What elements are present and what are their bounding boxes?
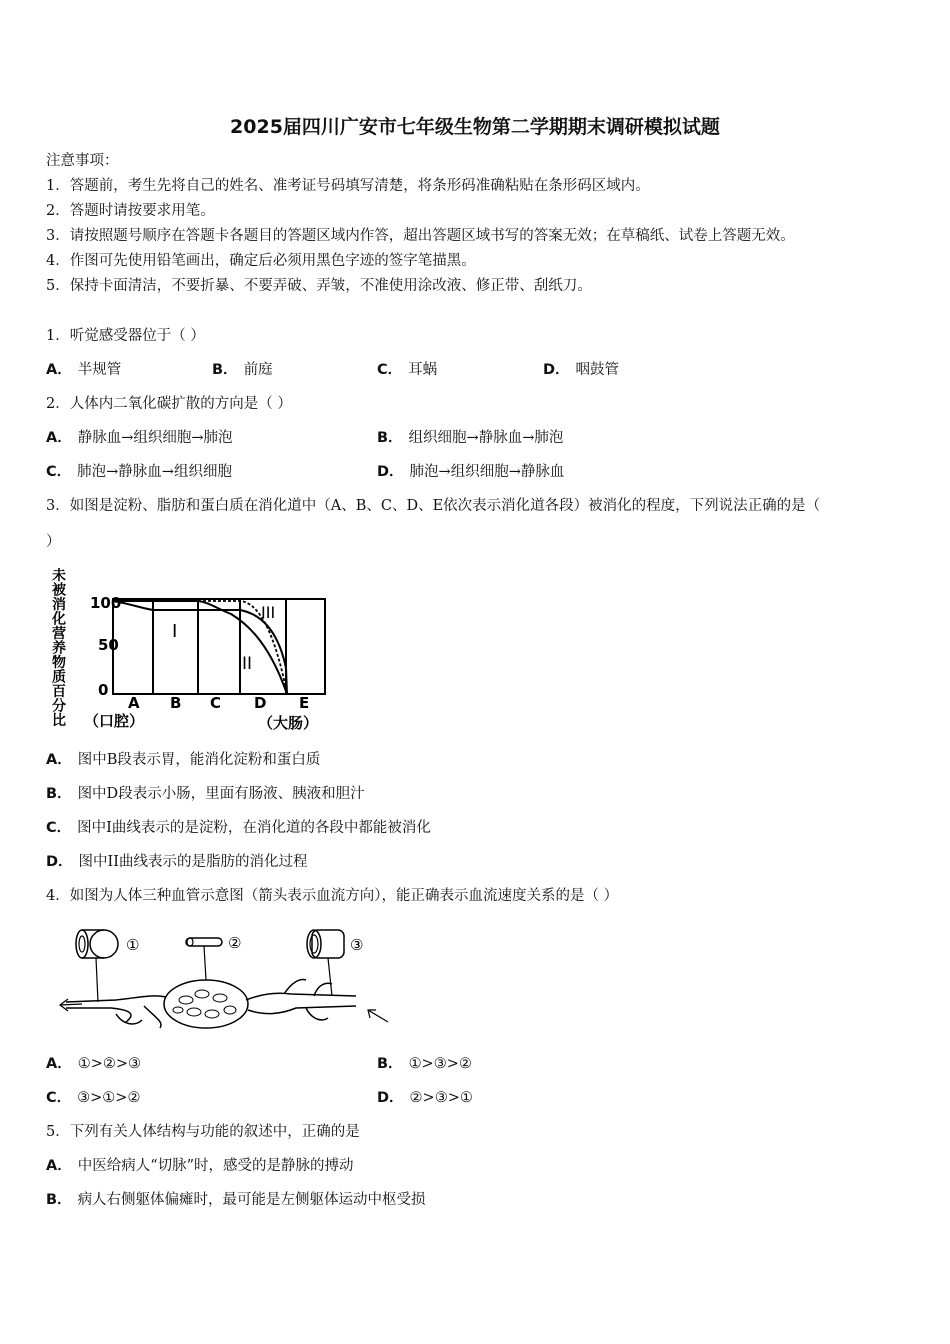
- chart-ylabel: [51, 568, 67, 729]
- notice-item: 5．保持卡面清洁，不要折暴、不要弄破、弄皱，不准使用涂改液、修正带、刮纸刀。: [46, 278, 592, 294]
- y-tick: 0: [98, 681, 109, 699]
- page-title: 2025届四川广安市七年级生物第二学期期末调研模拟试题: [230, 116, 720, 138]
- ylabel-char: 被: [52, 582, 66, 599]
- question-3-stem: 3．如图是淀粉、脂肪和蛋白质在消化道中（A、B、C、D、E依次表示消化道各段）被消化的程度，下列说法正确的是（: [46, 498, 821, 514]
- question-5-stem: 5．下列有关人体结构与功能的叙述中，正确的是: [46, 1124, 360, 1140]
- q2-option-b: B． 组织细胞→静脉血→肺泡: [377, 430, 564, 446]
- sub-label-mouth: （口腔）: [84, 712, 145, 730]
- artery-branch: [66, 996, 166, 1028]
- vessel-label-2: ②: [228, 934, 242, 952]
- segment-label: B: [170, 694, 182, 712]
- question-1-stem: 1．听觉感受器位于（ ）: [46, 328, 205, 344]
- segment-label: C: [210, 694, 222, 712]
- q2-option-a: A． 静脉血→组织细胞→肺泡: [46, 430, 233, 446]
- chart-frame: [113, 599, 325, 694]
- q3-option-b: B． 图中D段表示小肠，里面有肠液、胰液和胆汁: [46, 786, 365, 802]
- y-tick: 100: [90, 594, 122, 612]
- pointer-line: [96, 958, 98, 1002]
- notice-item: 2．答题时请按要求用笔。: [46, 203, 215, 219]
- ylabel-char: 百: [52, 684, 66, 700]
- curve-label-i: I: [172, 621, 178, 642]
- segment-label: A: [128, 694, 140, 712]
- y-tick: 50: [98, 636, 119, 654]
- q1-option-a: A． 半规管: [46, 362, 122, 378]
- question-3-stem-cont: ）: [46, 534, 61, 550]
- segment-label: E: [299, 694, 310, 712]
- artery-cross-section: [76, 930, 118, 958]
- notice-heading: 注意事项：: [46, 153, 119, 169]
- q4-option-a: A． ①>②>③: [46, 1056, 142, 1072]
- q3-option-c: C． 图中I曲线表示的是淀粉，在消化道的各段中都能被消化: [46, 820, 431, 836]
- q4-option-b: B． ①>③>②: [377, 1056, 472, 1072]
- blood-vessel-diagram: [56, 922, 396, 1042]
- q1-option-d: D． 咽鼓管: [543, 362, 620, 378]
- flow-arrow-right: [368, 1010, 388, 1022]
- ylabel-char: 比: [52, 713, 66, 729]
- capillary-network: [164, 980, 248, 1028]
- ylabel-char: 物: [52, 655, 66, 671]
- ylabel-char: 质: [52, 669, 66, 686]
- capillary-cross-section: [186, 938, 222, 946]
- q1-option-c: C． 耳蜗: [377, 362, 438, 378]
- curve-label-iii: III: [261, 603, 276, 622]
- question-4-stem: 4．如图为人体三种血管示意图（箭头表示血流方向），能正确表示血流速度关系的是（ ）: [46, 888, 619, 904]
- pointer-line: [204, 946, 206, 980]
- ylabel-char: 养: [52, 640, 66, 657]
- sub-label-large-intestine: （大肠）: [258, 714, 319, 732]
- ylabel-char: 消: [52, 597, 66, 613]
- ylabel-char: 营: [52, 626, 66, 642]
- pointer-line: [328, 958, 332, 996]
- vessel-label-1: ①: [126, 936, 140, 954]
- digestion-chart: [46, 568, 356, 738]
- curve-label-ii: II: [242, 654, 253, 674]
- q4-option-d: D． ②>③>①: [377, 1090, 473, 1106]
- notice-item: 1．答题前，考生先将自己的姓名、准考证号码填写清楚，将条形码准确粘贴在条形码区域内。: [46, 178, 650, 194]
- ylabel-char: 未: [52, 568, 66, 584]
- q2-option-d: D． 肺泡→组织细胞→静脉血: [377, 464, 565, 480]
- notice-item: 3．请按照题号顺序在答题卡各题目的答题区域内作答，超出答题区域书写的答案无效；在草稿纸、试卷上答题无效。: [46, 228, 795, 244]
- q1-option-b: B． 前庭: [212, 362, 273, 378]
- q4-option-c: C． ③>①>②: [46, 1090, 141, 1106]
- vein-branch: [246, 980, 356, 1020]
- q5-option-b: B． 病人右侧躯体偏瘫时，最可能是左侧躯体运动中枢受损: [46, 1192, 426, 1208]
- q3-option-d: D． 图中II曲线表示的是脂肪的消化过程: [46, 854, 308, 870]
- ylabel-char: 化: [52, 611, 66, 628]
- vessel-label-3: ③: [350, 936, 364, 954]
- ylabel-char: 分: [52, 698, 66, 715]
- q3-option-a: A． 图中B段表示胃，能消化淀粉和蛋白质: [46, 752, 321, 768]
- vein-cross-section: [307, 930, 344, 958]
- segment-label: D: [254, 694, 267, 712]
- q5-option-a: A． 中医给病人“切脉”时，感受的是静脉的搏动: [46, 1158, 354, 1174]
- question-2-stem: 2．人体内二氧化碳扩散的方向是（ ）: [46, 396, 292, 412]
- notice-item: 4．作图可先使用铅笔画出，确定后必须用黑色字迹的签字笔描黑。: [46, 253, 476, 269]
- q2-option-c: C． 肺泡→静脉血→组织细胞: [46, 464, 232, 480]
